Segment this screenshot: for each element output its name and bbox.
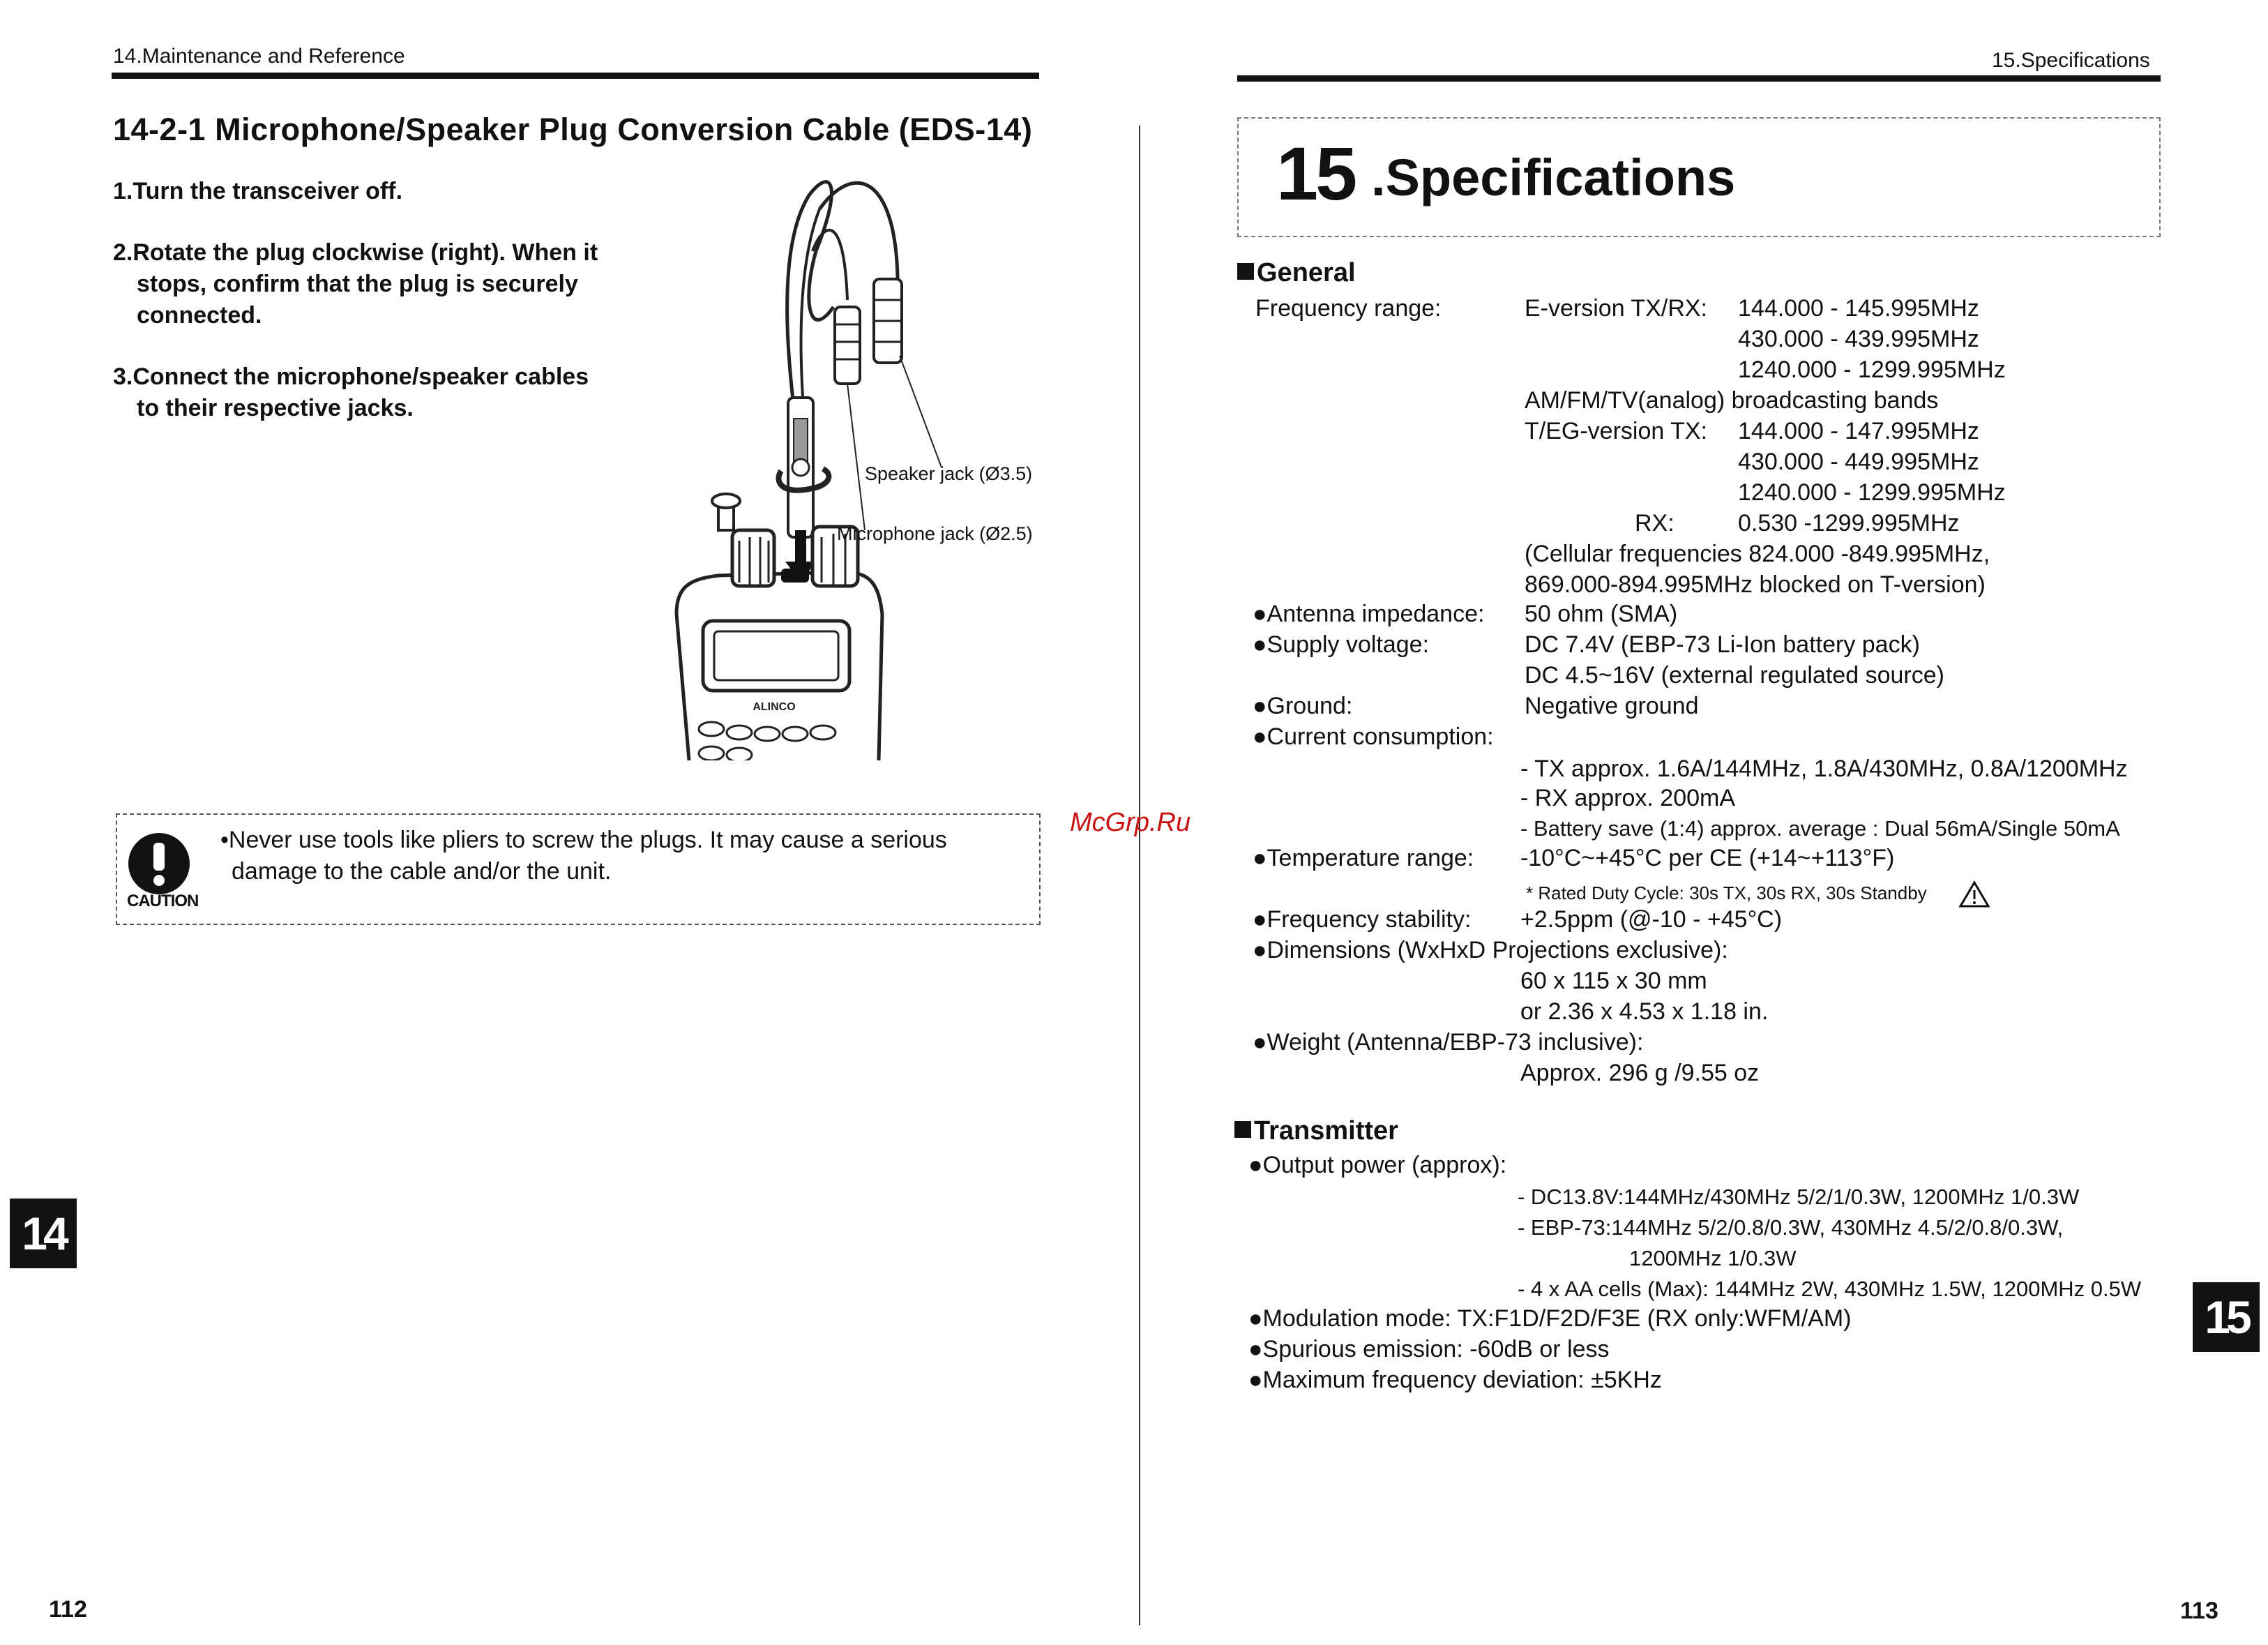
step-text: Connect the microphone/speaker cables xyxy=(133,363,589,390)
ground-label: ●Ground: xyxy=(1253,693,1353,719)
microphone-jack-label: Microphone jack (Ø2.5) xyxy=(837,523,1033,544)
dimensions-mm: 60 x 115 x 30 mm xyxy=(1520,968,1707,994)
cellular-note-1: (Cellular frequencies 824.000 -849.995MHz, xyxy=(1525,541,1990,567)
ground-value: Negative ground xyxy=(1525,693,1699,719)
antenna-value: 50 ohm (SMA) xyxy=(1525,601,1678,627)
square-bullet-icon xyxy=(1237,263,1254,280)
current-rx: - RX approx. 200mA xyxy=(1520,785,1736,811)
section-title: 14-2-1 Microphone/Speaker Plug Conversion Cable (EDS-14) xyxy=(113,112,1033,147)
e-range-1: 144.000 - 145.995MHz xyxy=(1738,295,1979,322)
page-number-left: 112 xyxy=(49,1596,87,1623)
watermark-text: McGrp.Ru xyxy=(1070,808,1191,837)
rx-label: RX: xyxy=(1635,510,1674,536)
left-header-rule xyxy=(112,73,1039,79)
e-range-2: 430.000 - 439.995MHz xyxy=(1738,326,1979,352)
speaker-jack-label: Speaker jack (Ø3.5) xyxy=(865,463,1033,484)
step-text: Rotate the plug clockwise (right). When it xyxy=(133,239,598,266)
output-power-line-4: - 4 x AA cells (Max): 144MHz 2W, 430MHz 1.5W, 1200MHz 0.5W xyxy=(1518,1277,2142,1301)
general-heading-text: General xyxy=(1257,258,1356,287)
warning-triangle-icon xyxy=(1958,880,1990,908)
output-power-line-1: - DC13.8V:144MHz/430MHz 5/2/1/0.3W, 1200MHz 1/0.3W xyxy=(1518,1185,2080,1209)
temperature-label: ●Temperature range: xyxy=(1253,845,1474,871)
transmitter-heading xyxy=(1234,1116,1398,1146)
step-3 xyxy=(113,361,657,424)
e-range-3: 1240.000 - 1299.995MHz xyxy=(1738,356,2006,383)
chapter-number: 15 xyxy=(1276,131,1355,216)
supply-label: ●Supply voltage: xyxy=(1253,631,1430,658)
page-number-right: 113 xyxy=(2180,1598,2218,1624)
supply-value-2: DC 4.5~16V (external regulated source) xyxy=(1525,662,1944,689)
caution-line-2: damage to the cable and/or the unit. xyxy=(232,858,612,885)
caution-icon xyxy=(126,830,192,897)
dimensions-label: ●Dimensions (WxHxD Projections exclusive): xyxy=(1253,937,1728,963)
square-bullet-icon xyxy=(1234,1121,1251,1138)
step-text: connected. xyxy=(137,302,262,329)
step-text: to their respective jacks. xyxy=(137,395,414,421)
teg-range-1: 144.000 - 147.995MHz xyxy=(1738,418,1979,444)
right-header-rule xyxy=(1237,75,2161,82)
weight-value: Approx. 296 g /9.55 oz xyxy=(1520,1060,1760,1086)
antenna-label: ●Antenna impedance: xyxy=(1253,601,1485,627)
speaker-plug xyxy=(835,307,860,384)
left-page-header: 14.Maintenance and Reference xyxy=(113,45,405,68)
page-divider xyxy=(1139,126,1140,1625)
output-power-line-2: - EBP-73:144MHz 5/2/0.8/0.3W, 430MHz 4.5/2/0.8/0.3W, xyxy=(1518,1215,2064,1240)
supply-value-1: DC 7.4V (EBP-73 Li-Ion battery pack) xyxy=(1525,631,1920,658)
step-2 xyxy=(113,237,657,331)
cellular-note-2: 869.000-894.995MHz blocked on T-version) xyxy=(1525,571,1986,598)
stability-label: ●Frequency stability: xyxy=(1253,906,1472,933)
teg-range-3: 1240.000 - 1299.995MHz xyxy=(1738,479,2006,506)
chapter-tab-15: 15 xyxy=(2193,1282,2260,1352)
step-1 xyxy=(113,176,657,207)
current-tx: - TX approx. 1.6A/144MHz, 1.8A/430MHz, 0.8A/1200MHz xyxy=(1520,756,2128,782)
cable-line xyxy=(812,230,847,300)
step-number: 1. xyxy=(113,178,133,204)
max-deviation: ●Maximum frequency deviation: ±5KHz xyxy=(1248,1367,1662,1393)
stability-value: +2.5ppm (@-10 - +45°C) xyxy=(1520,906,1783,933)
teg-range-2: 430.000 - 449.995MHz xyxy=(1738,449,1979,475)
transmitter-heading-text: Transmitter xyxy=(1254,1116,1398,1146)
chapter-title: .Specifications xyxy=(1371,149,1736,206)
general-heading xyxy=(1237,258,1356,288)
output-power-line-3: 1200MHz 1/0.3W xyxy=(1629,1246,1797,1270)
right-page-header: 15.Specifications xyxy=(1992,49,2150,72)
radio-brand-label: ALINCO xyxy=(753,701,796,713)
chapter-tab-14: 14 xyxy=(10,1199,77,1268)
current-label: ●Current consumption: xyxy=(1253,723,1494,750)
caution-line-1: •Never use tools like pliers to screw the plugs. It may cause a serious xyxy=(220,827,947,853)
modulation-mode: ●Modulation mode: TX:F1D/F2D/F3E (RX only:WFM/AM) xyxy=(1248,1305,1852,1332)
temperature-value: -10°C~+45°C per CE (+14~+113°F) xyxy=(1520,845,1895,871)
step-text: stops, confirm that the plug is securely xyxy=(137,271,578,297)
spurious-emission: ●Spurious emission: -60dB or less xyxy=(1248,1336,1610,1362)
weight-label: ●Weight (Antenna/EBP-73 inclusive): xyxy=(1253,1029,1644,1056)
current-battery-save: - Battery save (1:4) approx. average : Dual 56mA/Single 50mA xyxy=(1520,816,2120,841)
duty-cycle-note: * Rated Duty Cycle: 30s TX, 30s RX, 30s Standby xyxy=(1526,882,1927,903)
e-version-label: E-version TX/RX: xyxy=(1525,295,1708,322)
step-number: 3. xyxy=(113,363,133,390)
step-number: 2. xyxy=(113,239,133,266)
step-text: Turn the transceiver off. xyxy=(133,178,403,204)
teg-version-label: T/EG-version TX: xyxy=(1525,418,1707,444)
dimensions-in: or 2.36 x 4.53 x 1.18 in. xyxy=(1520,998,1769,1025)
broadcast-bands: AM/FM/TV(analog) broadcasting bands xyxy=(1525,387,1939,414)
caution-label: CAUTION xyxy=(127,892,199,910)
output-power-label: ●Output power (approx): xyxy=(1248,1152,1507,1178)
rx-range: 0.530 -1299.995MHz xyxy=(1738,510,1960,536)
frequency-label: Frequency range: xyxy=(1255,295,1442,322)
